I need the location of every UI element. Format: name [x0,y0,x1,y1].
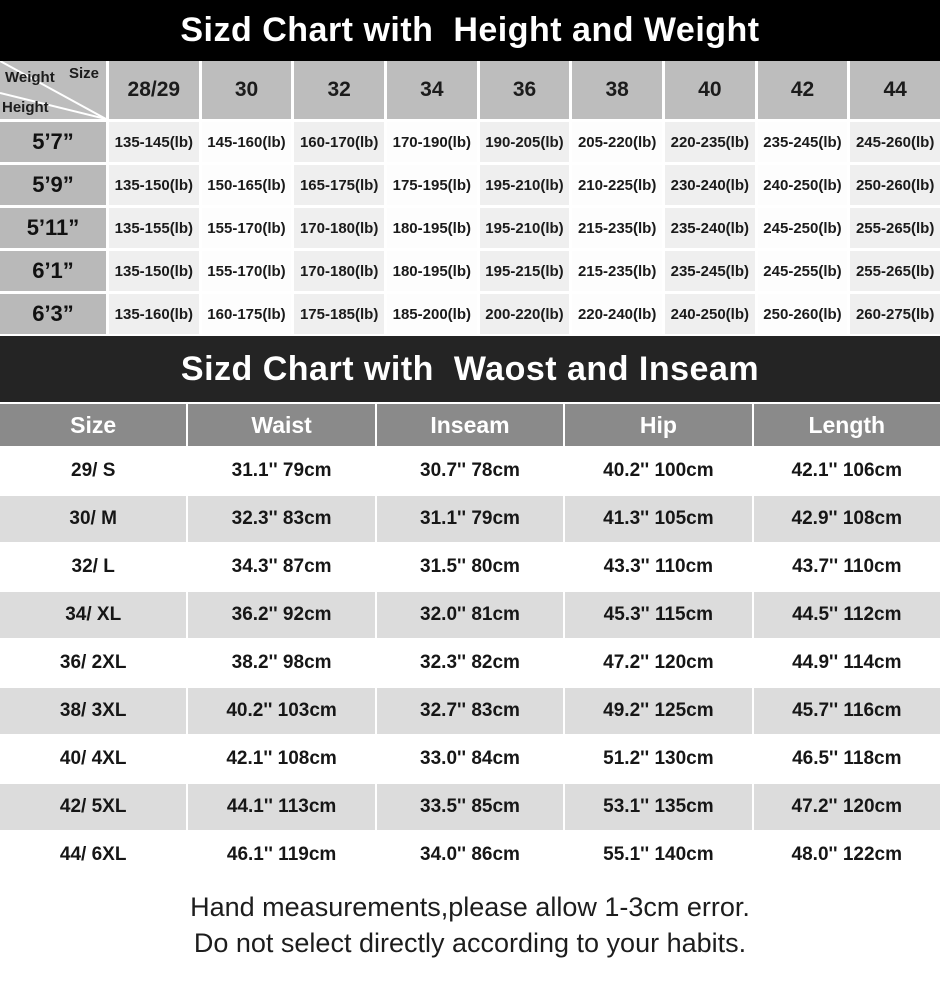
height-row-label: 5’11” [0,208,106,248]
weight-range-cell: 170-180(lb) [294,251,384,291]
size-cell: 30/ M [0,496,186,542]
measurement-cell: 32.3'' 83cm [188,496,374,542]
measurement-cell: 48.0'' 122cm [754,832,940,878]
weight-range-cell: 145-160(lb) [202,122,292,162]
weight-range-cell: 255-265(lb) [850,208,940,248]
measurement-cell: 55.1'' 140cm [565,832,751,878]
measurement-cell: 32.0'' 81cm [377,592,563,638]
size-column-header: 40 [665,61,755,119]
weight-range-cell: 200-220(lb) [480,294,570,334]
waist-inseam-title: Sizd Chart with Waost and Inseam [0,336,940,402]
size-column-header: 28/29 [109,61,199,119]
weight-range-cell: 230-240(lb) [665,165,755,205]
measurement-cell: 44.5'' 112cm [754,592,940,638]
size-column-header: 34 [387,61,477,119]
weight-range-cell: 135-145(lb) [109,122,199,162]
weight-range-cell: 165-175(lb) [294,165,384,205]
corner-height-label: Height [2,99,49,116]
weight-range-cell: 135-150(lb) [109,165,199,205]
measurement-cell: 43.3'' 110cm [565,544,751,590]
size-column-header: 32 [294,61,384,119]
weight-range-cell: 250-260(lb) [850,165,940,205]
weight-range-cell: 220-240(lb) [572,294,662,334]
weight-range-cell: 195-210(lb) [480,208,570,248]
measurement-cell: 51.2'' 130cm [565,736,751,782]
size-cell: 40/ 4XL [0,736,186,782]
measurement-cell: 44.1'' 113cm [188,784,374,830]
corner-cell [0,61,106,119]
measurement-cell: 47.2'' 120cm [565,640,751,686]
weight-range-cell: 255-265(lb) [850,251,940,291]
size-cell: 44/ 6XL [0,832,186,878]
weight-range-cell: 195-210(lb) [480,165,570,205]
measurement-cell: 46.5'' 118cm [754,736,940,782]
weight-range-cell: 185-200(lb) [387,294,477,334]
weight-range-cell: 155-170(lb) [202,251,292,291]
measurement-cell: 31.5'' 80cm [377,544,563,590]
weight-range-cell: 170-180(lb) [294,208,384,248]
measurement-cell: 47.2'' 120cm [754,784,940,830]
weight-range-cell: 150-165(lb) [202,165,292,205]
measurement-cell: 30.7'' 78cm [377,448,563,494]
weight-range-cell: 135-160(lb) [109,294,199,334]
corner-weight-label: Weight [5,69,55,86]
height-row-label: 5’9” [0,165,106,205]
measurement-cell: 33.0'' 84cm [377,736,563,782]
measurement-cell: 31.1'' 79cm [188,448,374,494]
measurement-cell: 33.5'' 85cm [377,784,563,830]
weight-range-cell: 180-195(lb) [387,251,477,291]
weight-range-cell: 220-235(lb) [665,122,755,162]
table2-column-header: Inseam [377,404,563,446]
measurement-cell: 34.3'' 87cm [188,544,374,590]
measurement-cell: 53.1'' 135cm [565,784,751,830]
height-row-label: 6’1” [0,251,106,291]
measurement-cell: 41.3'' 105cm [565,496,751,542]
size-column-header: 42 [758,61,848,119]
weight-range-cell: 135-155(lb) [109,208,199,248]
height-weight-title: Sizd Chart with Height and Weight [0,0,940,61]
measurement-cell: 45.3'' 115cm [565,592,751,638]
measurement-cell: 49.2'' 125cm [565,688,751,734]
weight-range-cell: 180-195(lb) [387,208,477,248]
weight-range-cell: 175-185(lb) [294,294,384,334]
table2-column-header: Waist [188,404,374,446]
weight-range-cell: 245-250(lb) [758,208,848,248]
weight-range-cell: 135-150(lb) [109,251,199,291]
measurement-cell: 45.7'' 116cm [754,688,940,734]
size-cell: 36/ 2XL [0,640,186,686]
measurement-cell: 42.1'' 108cm [188,736,374,782]
weight-range-cell: 250-260(lb) [758,294,848,334]
weight-range-cell: 245-260(lb) [850,122,940,162]
height-row-label: 5’7” [0,122,106,162]
table2-column-header: Size [0,404,186,446]
weight-range-cell: 235-245(lb) [665,251,755,291]
height-weight-table [0,61,940,334]
weight-range-cell: 155-170(lb) [202,208,292,248]
measurement-cell: 32.7'' 83cm [377,688,563,734]
measurement-cell: 40.2'' 103cm [188,688,374,734]
weight-range-cell: 175-195(lb) [387,165,477,205]
weight-range-cell: 210-225(lb) [572,165,662,205]
table2-column-header: Length [754,404,940,446]
corner-size-label: Size [68,65,99,82]
size-column-header: 30 [202,61,292,119]
weight-range-cell: 205-220(lb) [572,122,662,162]
footer-note [0,890,940,961]
weight-range-cell: 215-235(lb) [572,251,662,291]
measurement-cell: 46.1'' 119cm [188,832,374,878]
waist-inseam-table [0,404,940,878]
weight-range-cell: 245-255(lb) [758,251,848,291]
weight-range-cell: 160-175(lb) [202,294,292,334]
measurement-cell: 43.7'' 110cm [754,544,940,590]
measurement-cell: 42.9'' 108cm [754,496,940,542]
weight-range-cell: 215-235(lb) [572,208,662,248]
size-cell: 29/ S [0,448,186,494]
weight-range-cell: 190-205(lb) [480,122,570,162]
measurement-cell: 32.3'' 82cm [377,640,563,686]
weight-range-cell: 235-245(lb) [758,122,848,162]
footer-line-2: Do not select directly according to your habits. [193,927,747,958]
height-row-label: 6’3” [0,294,106,334]
size-column-header: 36 [480,61,570,119]
table2-column-header: Hip [565,404,751,446]
weight-range-cell: 235-240(lb) [665,208,755,248]
size-column-header: 44 [850,61,940,119]
weight-range-cell: 170-190(lb) [387,122,477,162]
weight-range-cell: 160-170(lb) [294,122,384,162]
size-cell: 42/ 5XL [0,784,186,830]
size-cell: 38/ 3XL [0,688,186,734]
measurement-cell: 31.1'' 79cm [377,496,563,542]
measurement-cell: 44.9'' 114cm [754,640,940,686]
weight-range-cell: 195-215(lb) [480,251,570,291]
size-cell: 32/ L [0,544,186,590]
weight-range-cell: 260-275(lb) [850,294,940,334]
measurement-cell: 34.0'' 86cm [377,832,563,878]
weight-range-cell: 240-250(lb) [758,165,848,205]
size-column-header: 38 [572,61,662,119]
measurement-cell: 38.2'' 98cm [188,640,374,686]
size-cell: 34/ XL [0,592,186,638]
footer-line-1: Hand measurements,please allow 1-3cm error. [190,892,750,922]
measurement-cell: 42.1'' 106cm [754,448,940,494]
measurement-cell: 40.2'' 100cm [565,448,751,494]
measurement-cell: 36.2'' 92cm [188,592,374,638]
weight-range-cell: 240-250(lb) [665,294,755,334]
